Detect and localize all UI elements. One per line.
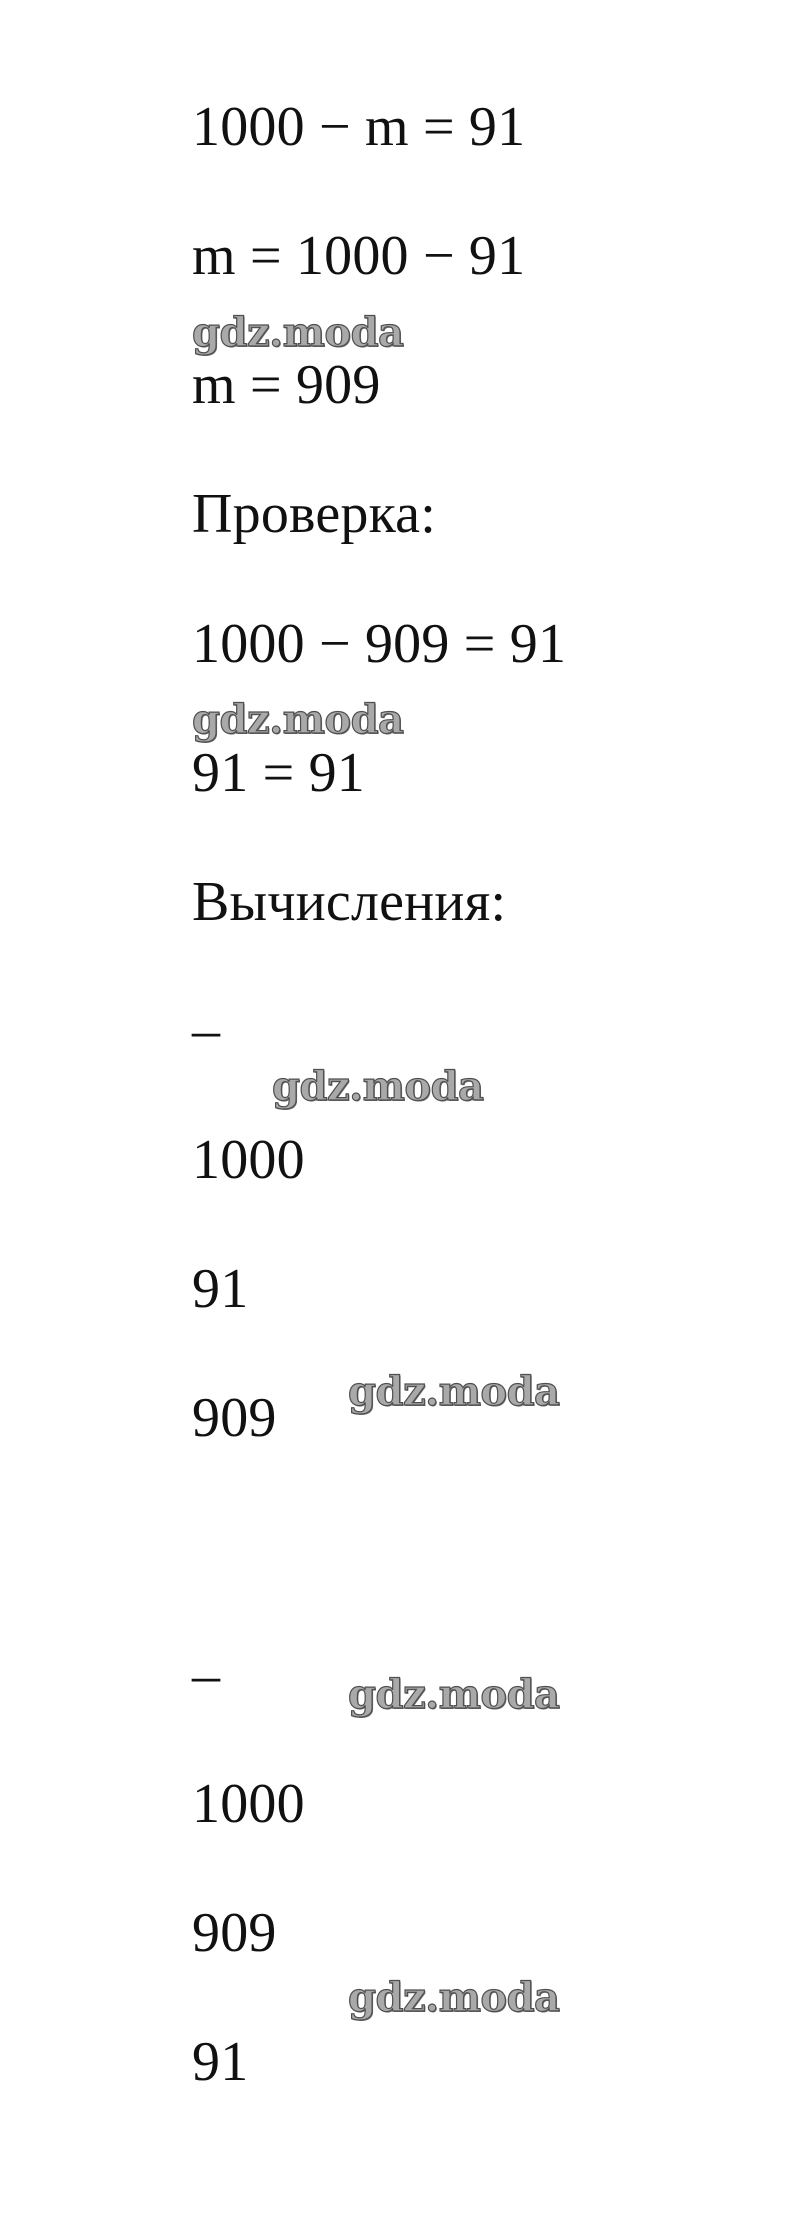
calculations-heading: Вычисления:	[192, 871, 507, 933]
calc-1-minuend: 1000	[192, 1129, 305, 1191]
watermark-logo: gdz.moda	[192, 696, 404, 743]
check-line-1: 1000 − 909 = 91	[192, 613, 567, 675]
watermark-logo: gdz.moda	[348, 1368, 560, 1415]
calc-1-subtrahend: 91	[192, 1258, 249, 1320]
calc-2-subtrahend: 909	[192, 1902, 277, 1964]
equation-line-3: m = 909	[192, 354, 381, 416]
calc-1-operator: –	[192, 999, 221, 1061]
check-heading: Проверка:	[192, 483, 436, 545]
watermark-logo: gdz.moda	[348, 1974, 560, 2021]
calc-2-minuend: 1000	[192, 1773, 305, 1835]
watermark-logo: gdz.moda	[272, 1063, 484, 1110]
equation-line-1: 1000 − m = 91	[192, 96, 526, 158]
calc-2-result: 91	[192, 2031, 249, 2093]
equation-line-2: m = 1000 − 91	[192, 225, 526, 287]
check-line-2: 91 = 91	[192, 742, 365, 804]
calc-2-operator: –	[192, 1644, 221, 1706]
watermark-logo: gdz.moda	[192, 309, 404, 356]
calc-1-result: 909	[192, 1387, 277, 1449]
watermark-logo: gdz.moda	[348, 1671, 560, 1718]
